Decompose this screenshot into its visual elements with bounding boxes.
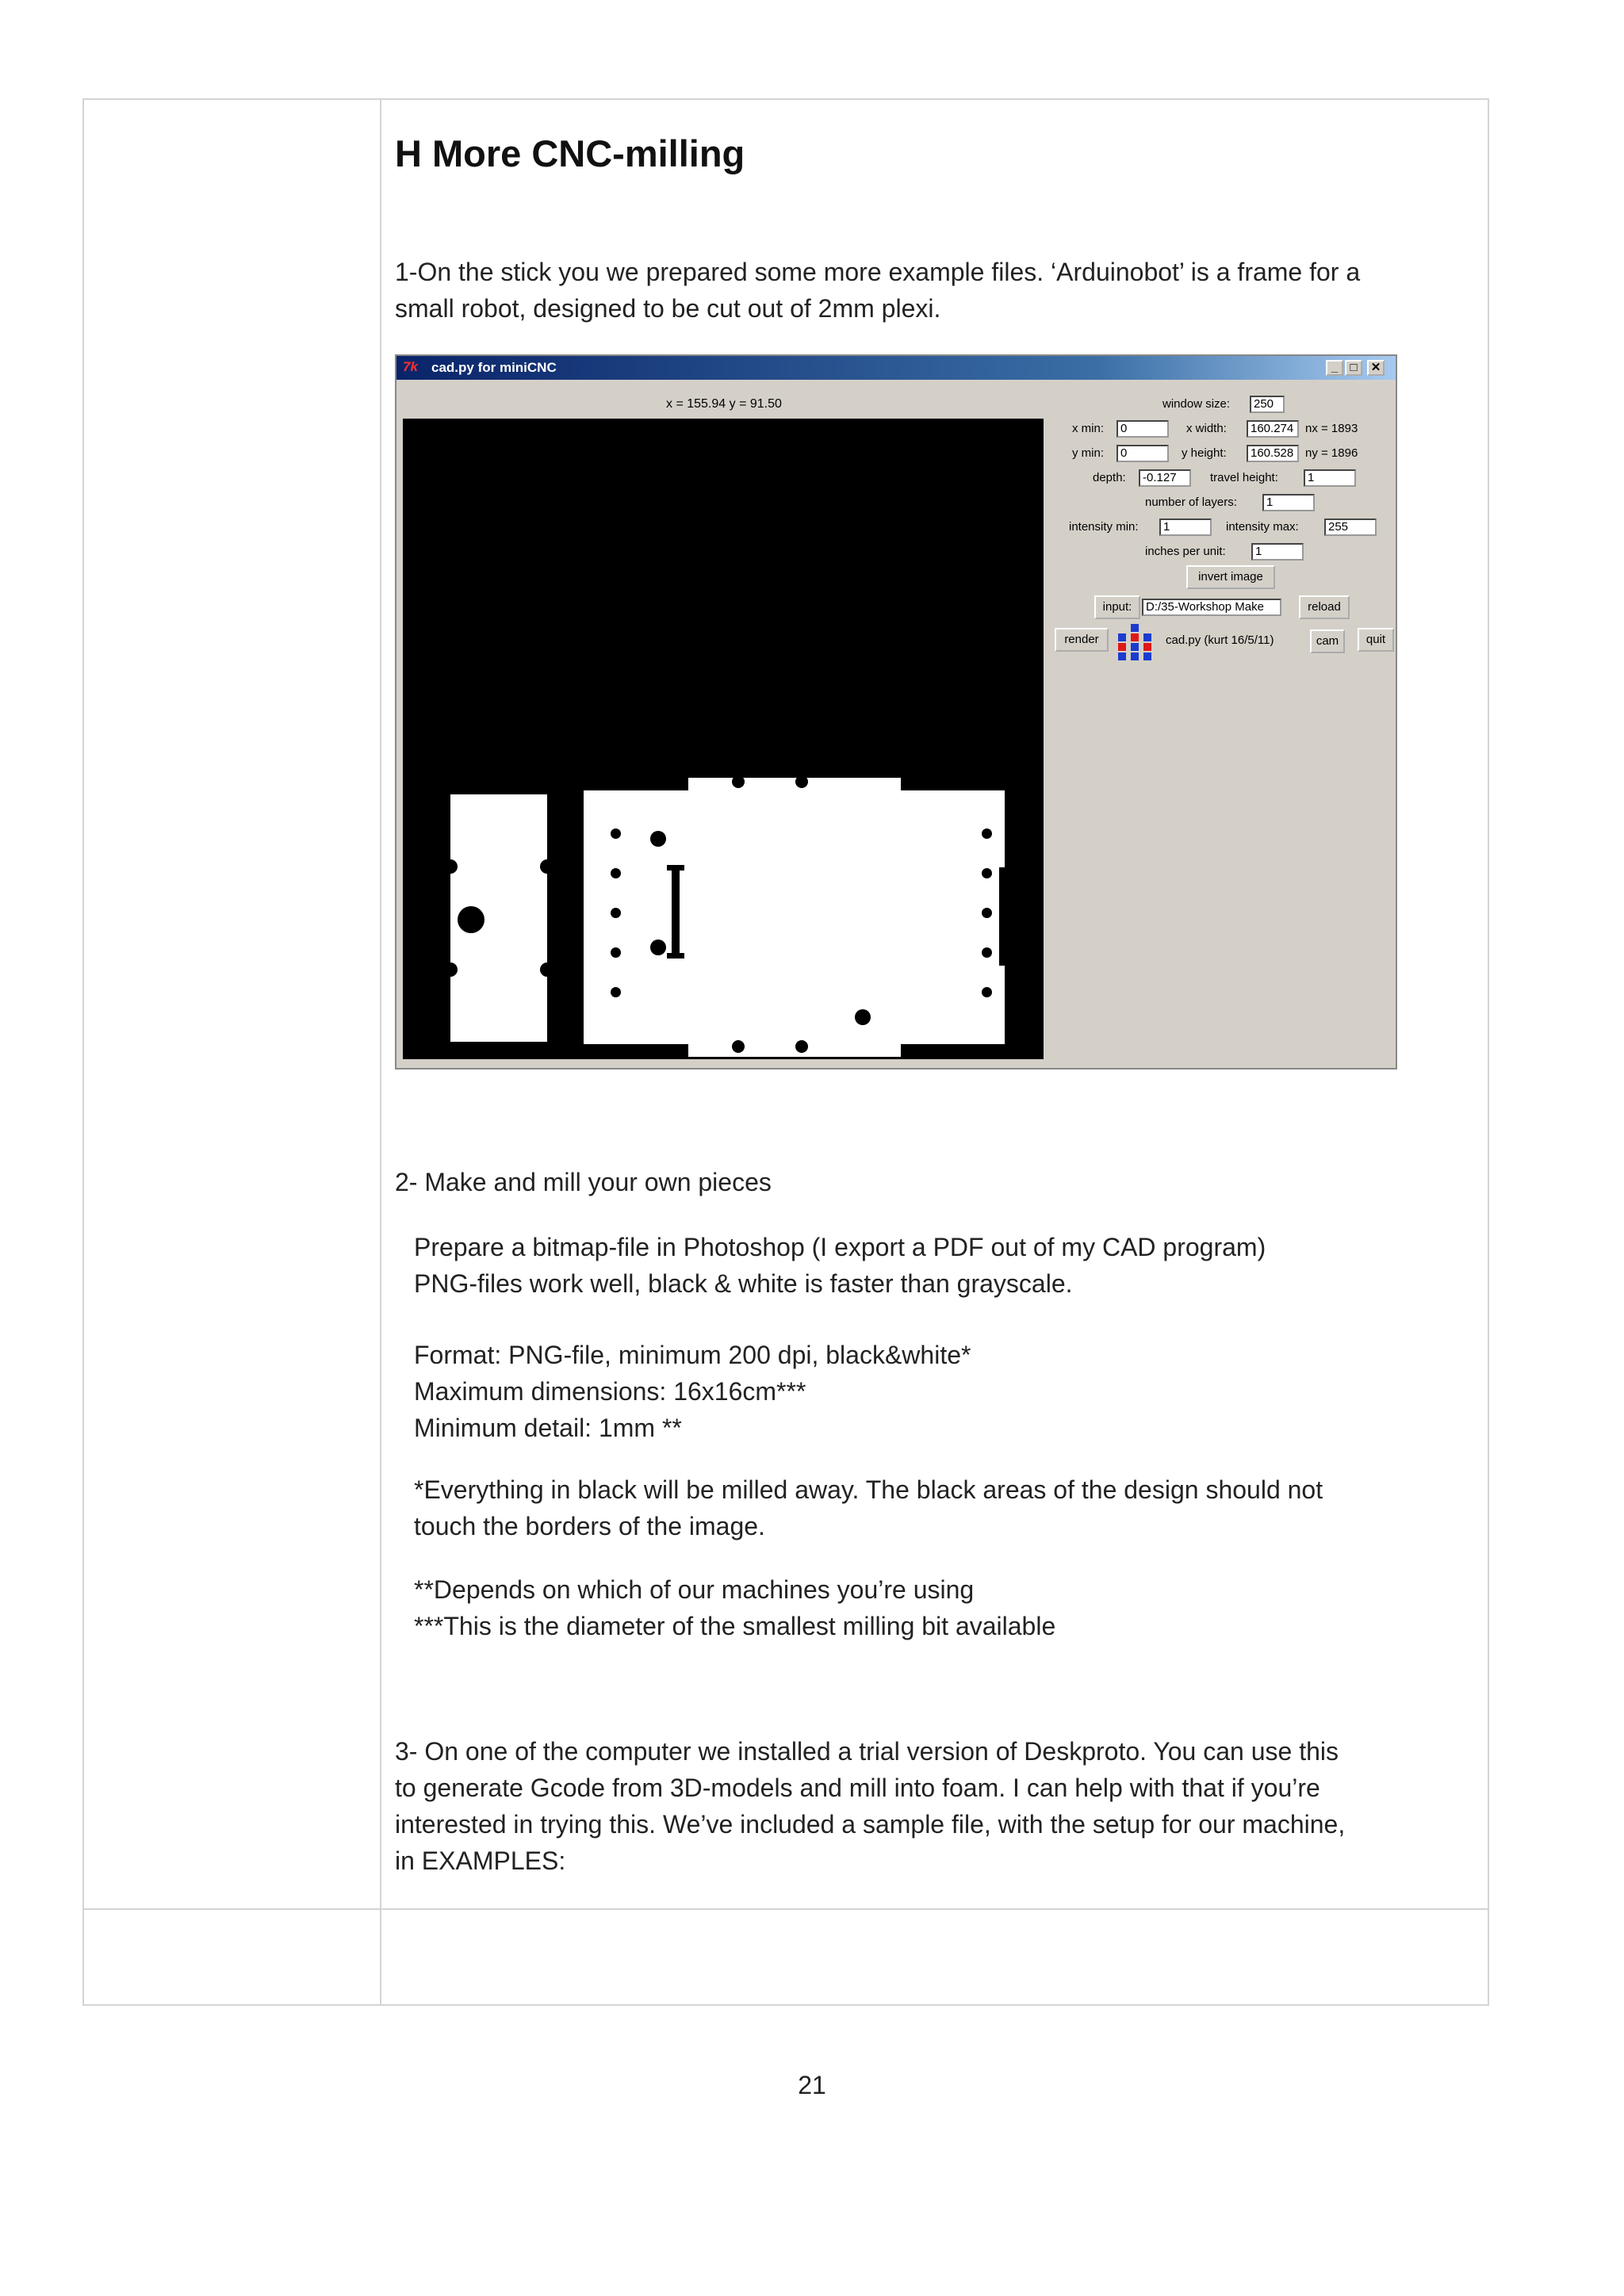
- text-line: PNG-files work well, black & white is faster than grayscale.: [414, 1269, 1073, 1298]
- maximize-icon[interactable]: □: [1345, 360, 1362, 376]
- text-line: Maximum dimensions: 16x16cm***: [414, 1377, 806, 1406]
- hole: [611, 868, 621, 878]
- section-3-paragraph: [395, 1733, 1473, 1879]
- hole: [855, 1009, 871, 1025]
- intro-paragraph: [395, 254, 1473, 327]
- hole: [982, 947, 992, 958]
- table-column-divider: [380, 98, 381, 2006]
- text-line: ***This is the diameter of the smallest milling bit available: [414, 1612, 1056, 1640]
- hole: [982, 828, 992, 839]
- x-width-label: x width:: [1186, 422, 1227, 435]
- cam-button[interactable]: cam: [1310, 629, 1345, 653]
- ny-readout: ny = 1896: [1305, 446, 1358, 460]
- app-title: cad.py for miniCNC: [431, 360, 557, 375]
- x-min-field[interactable]: 0: [1116, 420, 1169, 438]
- x-min-label: x min:: [1072, 422, 1105, 435]
- x-width-field[interactable]: 160.274: [1247, 420, 1299, 438]
- cursor-coords: x = 155.94 y = 91.50: [666, 397, 782, 411]
- text-line: **Depends on which of our machines you’re using: [414, 1575, 975, 1604]
- hole: [795, 1040, 808, 1053]
- text-line: Prepare a bitmap-file in Photoshop (I export a PDF out of my CAD program): [414, 1233, 1266, 1261]
- depth-field[interactable]: -0.127: [1139, 469, 1191, 487]
- hole: [611, 987, 621, 997]
- text-line: interested in trying this. We’ve included a sample file, with the setup for our machine,: [395, 1810, 1346, 1839]
- slot: [672, 868, 680, 955]
- credit-text: cad.py (kurt 16/5/11): [1166, 633, 1274, 647]
- depth-label: depth:: [1093, 471, 1126, 484]
- y-min-field[interactable]: 0: [1116, 445, 1169, 462]
- y-min-label: y min:: [1072, 446, 1105, 460]
- intro-line: small robot, designed to be cut out of 2mm plexi.: [395, 294, 941, 323]
- text-line: Format: PNG-file, minimum 200 dpi, black&white*: [414, 1341, 971, 1369]
- table-row-divider: [82, 1908, 1489, 1910]
- hole: [540, 962, 554, 977]
- section-2-format: [414, 1337, 1492, 1446]
- layers-field[interactable]: 1: [1262, 494, 1315, 511]
- text-line: Minimum detail: 1mm **: [414, 1414, 682, 1442]
- hole: [982, 987, 992, 997]
- hole: [650, 831, 666, 847]
- tk-icon: 7k: [403, 359, 418, 374]
- cad-app-screenshot: [395, 354, 1397, 1070]
- nx-readout: nx = 1893: [1305, 422, 1358, 435]
- large-hole: [458, 906, 485, 933]
- edge-notch: [999, 867, 1007, 966]
- hole: [795, 775, 808, 788]
- section-2-note-black: [414, 1471, 1492, 1544]
- hole: [611, 828, 621, 839]
- text-line: to generate Gcode from 3D-models and mill into foam. I can help with that if you’re: [395, 1774, 1320, 1802]
- hole: [611, 947, 621, 958]
- intensity-min-label: intensity min:: [1069, 520, 1139, 534]
- reload-button[interactable]: reload: [1299, 595, 1350, 619]
- window-size-field[interactable]: 250: [1250, 396, 1285, 413]
- hole: [982, 908, 992, 918]
- slot-cap: [667, 953, 684, 959]
- inches-per-unit-field[interactable]: 1: [1251, 543, 1304, 561]
- travel-height-field[interactable]: 1: [1304, 469, 1356, 487]
- travel-height-label: travel height:: [1210, 471, 1278, 484]
- page-number: 21: [798, 2071, 826, 2099]
- text-line: *Everything in black will be milled away. The black areas of the design should not: [414, 1475, 1323, 1504]
- hole: [732, 775, 745, 788]
- y-height-label: y height:: [1182, 446, 1227, 460]
- hole: [650, 939, 666, 955]
- section-2-footnotes: [414, 1571, 1492, 1644]
- section-2-prepare: [414, 1229, 1492, 1302]
- quit-button[interactable]: quit: [1358, 628, 1394, 652]
- layers-label: number of layers:: [1145, 496, 1237, 509]
- text-line: in EXAMPLES:: [395, 1846, 566, 1875]
- close-icon[interactable]: ✕: [1367, 360, 1385, 376]
- slot-cap: [667, 865, 684, 871]
- hole: [732, 1040, 745, 1053]
- window-size-label: window size:: [1162, 397, 1231, 411]
- section-heading: H More CNC-milling: [395, 132, 745, 174]
- text-line: 3- On one of the computer we installed a trial version of Deskproto. You can use this: [395, 1737, 1339, 1766]
- hole: [443, 859, 458, 874]
- input-button[interactable]: input:: [1094, 595, 1140, 619]
- input-path-field[interactable]: D:/35-Workshop Make: [1142, 599, 1281, 616]
- hole: [982, 868, 992, 878]
- hole: [611, 908, 621, 918]
- app-titlebar: [396, 356, 1396, 380]
- section-2-heading: 2- Make and mill your own pieces: [395, 1168, 772, 1196]
- render-button[interactable]: render: [1055, 628, 1109, 652]
- minimize-icon[interactable]: _: [1326, 360, 1343, 376]
- hole: [443, 962, 458, 977]
- intensity-min-field[interactable]: 1: [1159, 519, 1212, 536]
- intensity-max-field[interactable]: 255: [1324, 519, 1377, 536]
- hole: [540, 859, 554, 874]
- inches-per-unit-label: inches per unit:: [1145, 545, 1226, 558]
- intro-line: 1-On the stick you we prepared some more example files. ‘Arduinobot’ is a frame for a: [395, 258, 1361, 286]
- text-line: touch the borders of the image.: [414, 1512, 765, 1540]
- y-height-field[interactable]: 160.528: [1247, 445, 1299, 462]
- intensity-max-label: intensity max:: [1226, 520, 1299, 534]
- invert-image-button[interactable]: invert image: [1186, 565, 1275, 589]
- preview-canvas[interactable]: [403, 419, 1044, 1059]
- fab-logo-icon: [1118, 624, 1153, 659]
